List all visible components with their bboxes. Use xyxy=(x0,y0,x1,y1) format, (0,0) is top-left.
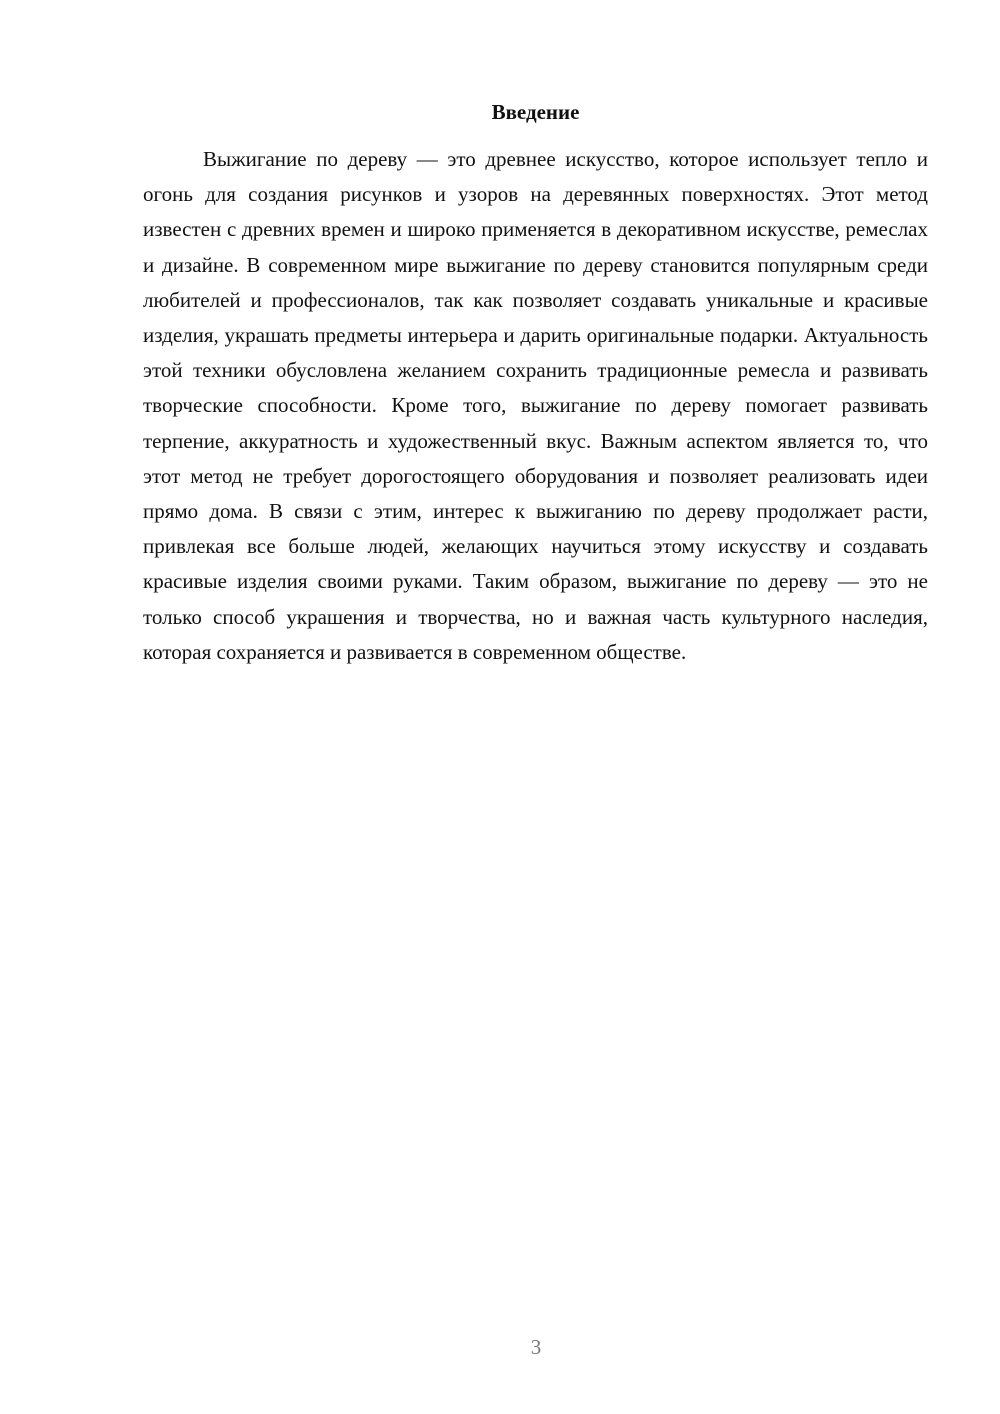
page-number: 3 xyxy=(530,1335,542,1359)
section-heading: Введение xyxy=(491,100,580,124)
body-paragraph: Выжигание по дереву — это древнее искусство, которое использует тепло и огонь для создания рисунков и узоров на деревянных поверхностях. Этот метод известен с древних времен и широко применяется в декоративном искусстве, ремеслах и дизайне. В современном мире выжигание по дереву становится популярным среди любителей и профессионалов, так как позволяет создавать уникальные и красивые изделия, украшать предметы интерьера и дарить оригинальные подарки. Актуальность этой техники обусловлена желанием сохранить традиционные ремесла и развивать творческие способности. Кроме того, выжигание по дереву помогает развивать терпение, аккуратность и художественный вкус. Важным аспектом является то, что этот метод не требует дорогостоящего оборудования и позволяет реализовать идеи прямо дома. В связи с этим, интерес к выжиганию по дереву продолжает расти, привлекая все больше людей, желающих научиться этому искусству и создавать красивые изделия своими руками. Таким образом, выжигание по дереву — это не только способ украшения и творчества, но и важная часть культурного наследия, которая сохраняется и развивается в современном обществе. xyxy=(143,147,928,664)
